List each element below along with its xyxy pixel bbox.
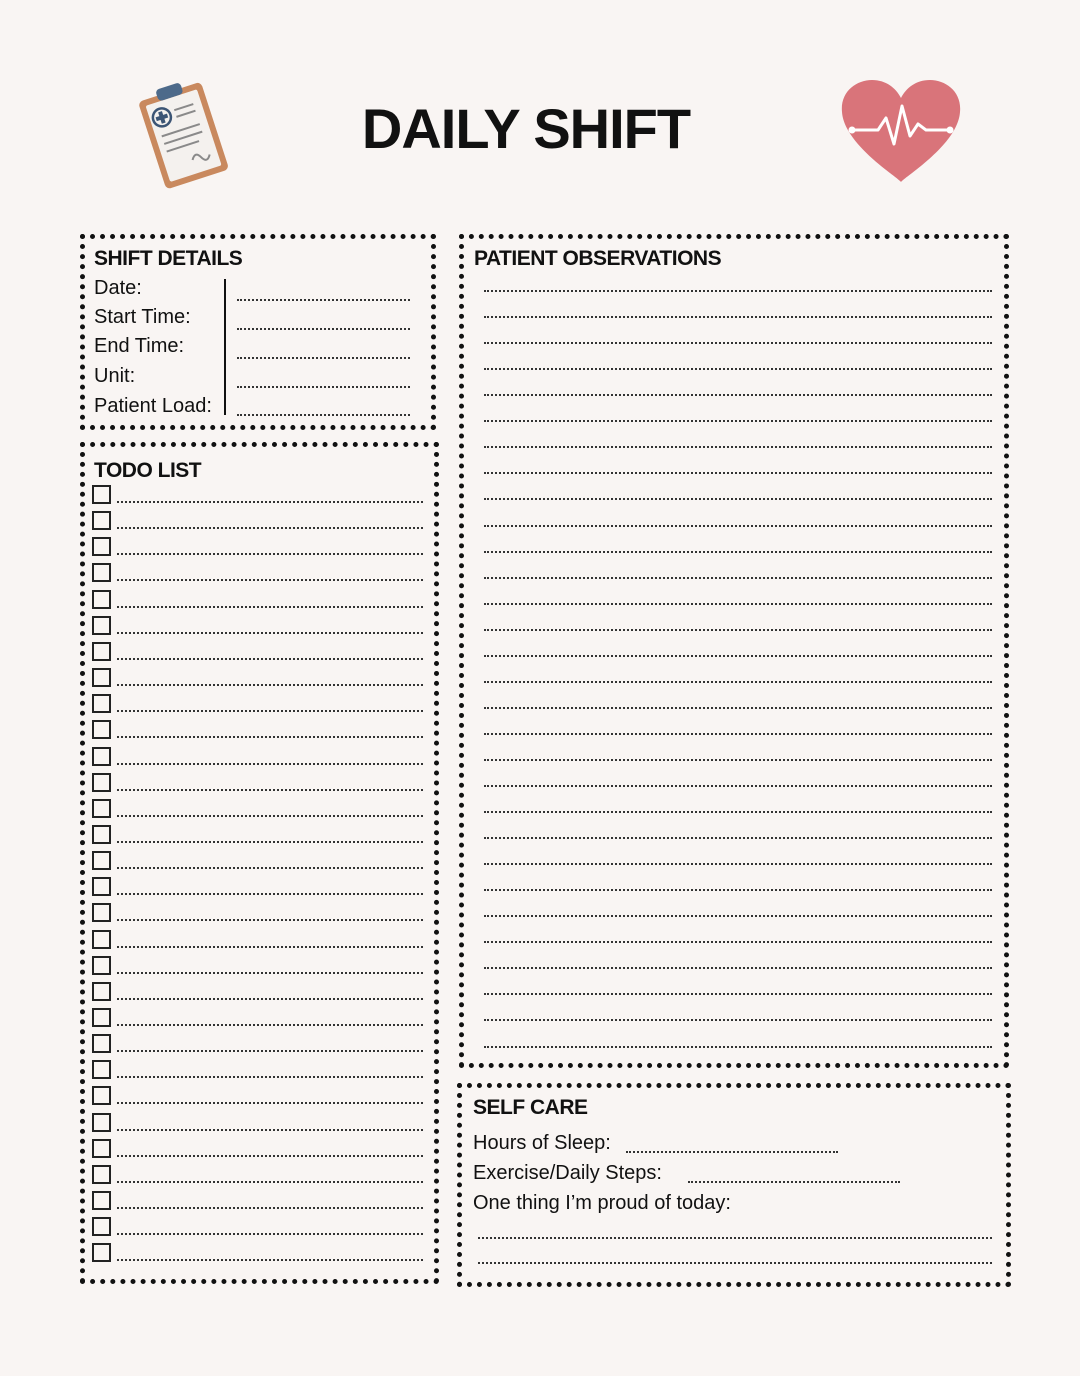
- observation-line[interactable]: [484, 785, 992, 787]
- todo-checkbox[interactable]: [92, 537, 111, 556]
- unit-label: Unit:: [94, 365, 136, 387]
- observation-line[interactable]: [484, 993, 992, 995]
- observation-line[interactable]: [484, 472, 992, 474]
- observation-line[interactable]: [484, 446, 992, 448]
- todo-line[interactable]: [117, 1233, 423, 1235]
- todo-line[interactable]: [117, 632, 423, 634]
- todo-checkbox[interactable]: [92, 1008, 111, 1027]
- observation-line[interactable]: [484, 811, 992, 813]
- todo-checkbox[interactable]: [92, 1217, 111, 1236]
- observation-line[interactable]: [484, 707, 992, 709]
- hours-of-sleep-field[interactable]: [626, 1151, 838, 1153]
- observation-line[interactable]: [484, 889, 992, 891]
- todo-checkbox[interactable]: [92, 903, 111, 922]
- todo-line[interactable]: [117, 736, 423, 738]
- todo-checkbox[interactable]: [92, 720, 111, 739]
- todo-line[interactable]: [117, 553, 423, 555]
- todo-line[interactable]: [117, 998, 423, 1000]
- todo-checkbox[interactable]: [92, 694, 111, 713]
- todo-checkbox[interactable]: [92, 1243, 111, 1262]
- end-time-label: End Time:: [94, 335, 185, 357]
- todo-line[interactable]: [117, 1102, 423, 1104]
- todo-line[interactable]: [117, 867, 423, 869]
- patient-load-label: Patient Load:: [94, 395, 212, 417]
- todo-line[interactable]: [117, 789, 423, 791]
- todo-checkbox[interactable]: [92, 877, 111, 896]
- todo-checkbox[interactable]: [92, 747, 111, 766]
- self-care-panel: [457, 1083, 1011, 1287]
- observation-line[interactable]: [484, 1046, 992, 1048]
- todo-line[interactable]: [117, 763, 423, 765]
- observation-line[interactable]: [484, 759, 992, 761]
- todo-line[interactable]: [117, 1207, 423, 1209]
- self-care-title: SELF CARE: [473, 1096, 588, 1119]
- todo-line[interactable]: [117, 1181, 423, 1183]
- page-title: DAILY SHIFT: [361, 97, 691, 160]
- todo-line[interactable]: [117, 606, 423, 608]
- todo-checkbox[interactable]: [92, 616, 111, 635]
- clipboard-icon: [132, 76, 232, 192]
- todo-checkbox[interactable]: [92, 668, 111, 687]
- todo-line[interactable]: [117, 1259, 423, 1261]
- todo-line[interactable]: [117, 1155, 423, 1157]
- todo-checkbox[interactable]: [92, 1060, 111, 1079]
- todo-line[interactable]: [117, 658, 423, 660]
- todo-checkbox[interactable]: [92, 773, 111, 792]
- todo-checkbox[interactable]: [92, 930, 111, 949]
- todo-checkbox[interactable]: [92, 1034, 111, 1053]
- end-time-field[interactable]: [237, 357, 410, 359]
- observation-line[interactable]: [484, 368, 992, 370]
- todo-line[interactable]: [117, 527, 423, 529]
- proud-of-today-label: One thing I’m proud of today:: [473, 1192, 731, 1214]
- todo-checkbox[interactable]: [92, 1113, 111, 1132]
- start-time-field[interactable]: [237, 328, 410, 330]
- proud-of-today-line-1[interactable]: [478, 1237, 992, 1239]
- todo-line[interactable]: [117, 1050, 423, 1052]
- date-label: Date:: [94, 277, 142, 299]
- todo-checkbox[interactable]: [92, 485, 111, 504]
- observation-line[interactable]: [484, 837, 992, 839]
- hours-of-sleep-label: Hours of Sleep:: [473, 1132, 611, 1154]
- patient-observations-panel: [459, 234, 1009, 1068]
- observation-line[interactable]: [484, 941, 992, 943]
- todo-checkbox[interactable]: [92, 982, 111, 1001]
- unit-field[interactable]: [237, 386, 410, 388]
- todo-line[interactable]: [117, 710, 423, 712]
- observation-line[interactable]: [484, 342, 992, 344]
- todo-line[interactable]: [117, 684, 423, 686]
- todo-list-title: TODO LIST: [94, 459, 202, 482]
- todo-checkbox[interactable]: [92, 1191, 111, 1210]
- observation-line[interactable]: [484, 1019, 992, 1021]
- todo-line[interactable]: [117, 893, 423, 895]
- todo-line[interactable]: [117, 919, 423, 921]
- proud-of-today-line-2[interactable]: [478, 1262, 992, 1264]
- todo-checkbox[interactable]: [92, 1086, 111, 1105]
- observation-line[interactable]: [484, 681, 992, 683]
- observation-line[interactable]: [484, 577, 992, 579]
- observation-line[interactable]: [484, 733, 992, 735]
- start-time-label: Start Time:: [94, 306, 191, 328]
- todo-checkbox[interactable]: [92, 590, 111, 609]
- date-field[interactable]: [237, 299, 410, 301]
- observation-line[interactable]: [484, 967, 992, 969]
- todo-line[interactable]: [117, 1076, 423, 1078]
- todo-checkbox[interactable]: [92, 799, 111, 818]
- todo-checkbox[interactable]: [92, 851, 111, 870]
- shift-details-title: SHIFT DETAILS: [94, 247, 243, 270]
- todo-checkbox[interactable]: [92, 642, 111, 661]
- observation-line[interactable]: [484, 655, 992, 657]
- exercise-steps-label: Exercise/Daily Steps:: [473, 1162, 662, 1184]
- observation-line[interactable]: [484, 498, 992, 500]
- shift-details-divider: [224, 279, 226, 415]
- observation-line[interactable]: [484, 394, 992, 396]
- todo-checkbox[interactable]: [92, 563, 111, 582]
- todo-line[interactable]: [117, 815, 423, 817]
- todo-checkbox[interactable]: [92, 1165, 111, 1184]
- todo-line[interactable]: [117, 579, 423, 581]
- patient-observations-title: PATIENT OBSERVATIONS: [474, 247, 722, 270]
- observation-line[interactable]: [484, 316, 992, 318]
- observation-line[interactable]: [484, 603, 992, 605]
- shift-details-panel: [80, 234, 436, 430]
- todo-checkbox[interactable]: [92, 825, 111, 844]
- todo-line[interactable]: [117, 1129, 423, 1131]
- exercise-steps-field[interactable]: [688, 1181, 900, 1183]
- todo-line[interactable]: [117, 841, 423, 843]
- todo-list-panel: [80, 442, 439, 1284]
- observation-line[interactable]: [484, 863, 992, 865]
- heartbeat-heart-icon: [838, 78, 964, 184]
- todo-checkbox[interactable]: [92, 956, 111, 975]
- todo-line[interactable]: [117, 501, 423, 503]
- todo-checkbox[interactable]: [92, 1139, 111, 1158]
- observation-line[interactable]: [484, 525, 992, 527]
- todo-line[interactable]: [117, 946, 423, 948]
- observation-line[interactable]: [484, 551, 992, 553]
- observation-line[interactable]: [484, 290, 992, 292]
- patient-load-field[interactable]: [237, 414, 410, 416]
- todo-line[interactable]: [117, 1024, 423, 1026]
- observation-line[interactable]: [484, 420, 992, 422]
- todo-line[interactable]: [117, 972, 423, 974]
- todo-checkbox[interactable]: [92, 511, 111, 530]
- observation-line[interactable]: [484, 629, 992, 631]
- observation-line[interactable]: [484, 915, 992, 917]
